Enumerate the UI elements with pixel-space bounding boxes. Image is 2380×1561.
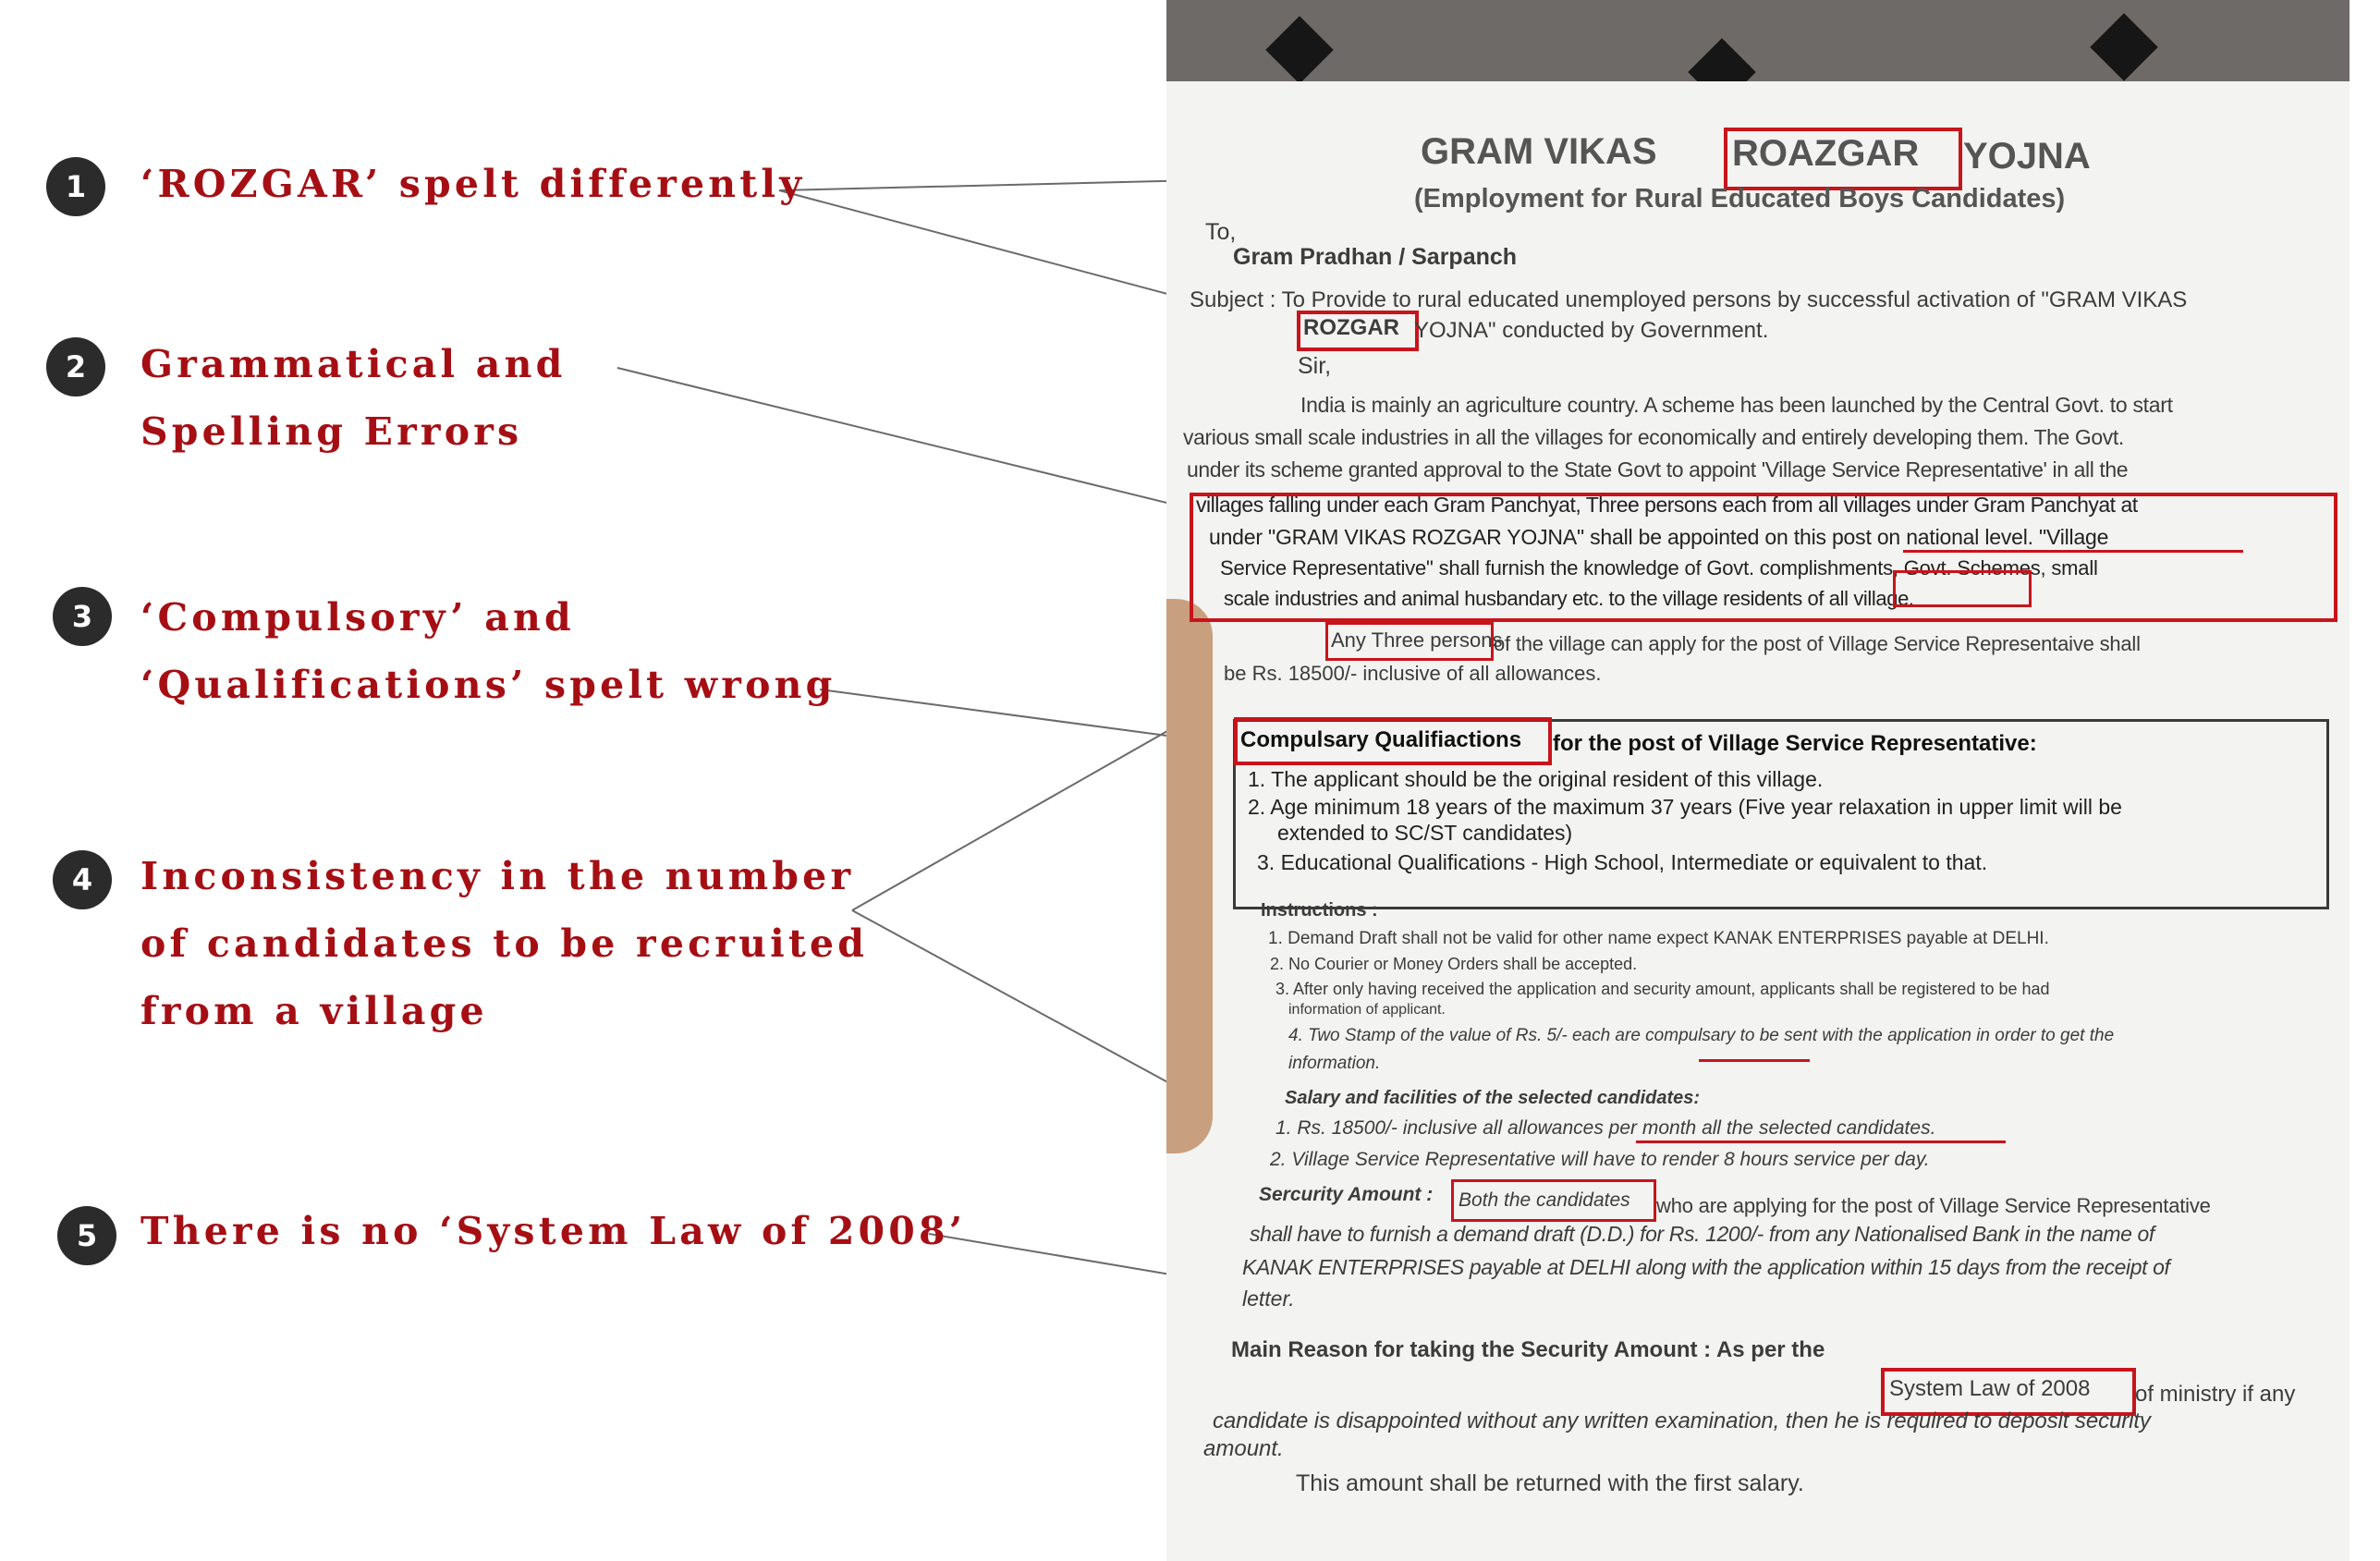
thumb (1166, 599, 1213, 1153)
doc-reason-line-1: candidate is disappointed without any written examination, then he is required to deposit security (1213, 1409, 2151, 1433)
annotation-3-line-1: ‘Compulsory’ and (140, 595, 575, 640)
doc-instruction-3: 3. After only having received the application and security amount, applicants shall be registered to be had (1275, 980, 2050, 998)
annotation-3 (140, 584, 836, 719)
doc-salary-line: be Rs. 18500/- inclusive of all allowances. (1224, 662, 1602, 685)
annotation-4-line-1: Inconsistency in the number (140, 854, 855, 898)
highlight-box-any-three (1325, 622, 1494, 661)
highlight-box-qualifications (1234, 717, 1552, 765)
doc-qual-item-1: 1. The applicant should be the original resident of this village. (1248, 767, 1824, 791)
doc-qual-item-4: 3. Educational Qualifications - High School, Intermediate or equivalent to that. (1257, 850, 1988, 874)
doc-security-line-2: KANAK ENTERPRISES payable at DELHI along with the application within 15 days from the receipt of (1242, 1255, 2170, 1279)
underline-national-level (1903, 550, 2243, 553)
doc-para-line-4: villages falling under each Gram Panchyat, Three persons each from all villages under Gram Panchyat at (1196, 493, 2138, 517)
doc-subject-line-1: Subject : To Provide to rural educated unemployed persons by successful activation of "GRAM VIKAS (1190, 287, 2188, 312)
doc-instruction-2: 2. No Courier or Money Orders shall be accepted. (1270, 955, 1638, 973)
doc-para-line-6: Service Representative" shall furnish the knowledge of Govt. complishments, Govt. Schemes, small (1220, 556, 2098, 579)
doc-title-post: YOJNA (1963, 136, 2091, 177)
fabric-pattern-1 (1265, 16, 1334, 84)
annotation-2 (140, 331, 566, 466)
highlight-box-paragraph (1190, 493, 2337, 622)
doc-salary-item-1: 1. Rs. 18500/- inclusive all allowances per month all the selected candidates. (1275, 1117, 1936, 1139)
doc-instruction-1: 1. Demand Draft shall not be valid for other name expect KANAK ENTERPRISES payable at DELHI. (1268, 929, 2049, 948)
doc-security-label: Sercurity Amount : (1259, 1184, 1434, 1205)
annotation-3-line-2: ‘Qualifications’ spelt wrong (140, 663, 836, 707)
doc-para-line-1: India is mainly an agriculture country. A scheme has been launched by the Central Govt. to start (1300, 393, 2173, 417)
doc-qual-item-2: 2. Age minimum 18 years of the maximum 37 years (Five year relaxation in upper limit will be (1248, 795, 2122, 819)
annotation-1-line-1: ‘ROZGAR’ spelt differently (140, 162, 806, 206)
badge-1: 1 (46, 157, 105, 216)
doc-title-pre: GRAM VIKAS (1421, 131, 1657, 172)
annotation-4 (140, 843, 868, 1045)
notice-paper (1166, 81, 2349, 1561)
annotation-2-line-2: Spelling Errors (140, 409, 523, 454)
doc-salary-heading: Salary and facilities of the selected candidates: (1285, 1088, 1701, 1108)
doc-para-line-3: under its scheme granted approval to the State Govt to appoint 'Village Service Representative' in all the (1187, 457, 2129, 482)
fabric-pattern-3 (2090, 13, 2158, 81)
doc-security-rest: who are applying for the post of Village Service Representative (1656, 1194, 2211, 1217)
doc-instruction-4: information of applicant. (1288, 1002, 1446, 1018)
badge-3: 3 (53, 587, 112, 646)
doc-any-three-rest: of the village can apply for the post of Village Service Representaive shall (1494, 632, 2141, 655)
doc-qual-rest: for the post of Village Service Representative: (1553, 731, 2037, 756)
doc-reason-label: Main Reason for taking the Security Amount : As per the (1231, 1337, 1825, 1362)
doc-instruction-6: information. (1288, 1054, 1381, 1073)
doc-security-line-3: letter. (1242, 1287, 1295, 1311)
doc-instruction-5: 4. Two Stamp of the value of Rs. 5/- each are compulsary to be sent with the application in order to get the (1288, 1026, 2115, 1045)
doc-security-line-1: shall have to furnish a demand draft (D.D.) for Rs. 1200/- from any Nationalised Bank in the name of (1250, 1222, 2154, 1246)
annotation-4-line-2: of candidates to be recruited (140, 921, 869, 966)
annotation-5 (140, 1198, 966, 1265)
annotation-4-line-3: from a village (140, 989, 488, 1033)
doc-para-line-2: various small scale industries in all the villages for economically and entirely developing them. The Govt. (1183, 425, 2124, 449)
doc-reason-boxed: System Law of 2008 (1889, 1376, 2091, 1401)
doc-para-line-5: under "GRAM VIKAS ROZGAR YOJNA" shall be appointed on this post on national level. "Village (1209, 525, 2109, 549)
doc-addressee: Gram Pradhan / Sarpanch (1233, 244, 1518, 270)
background-fabric (1166, 0, 2349, 88)
doc-subtitle: (Employment for Rural Educated Boys Candidates) (1414, 184, 2066, 213)
annotation-panel (0, 0, 1166, 1561)
doc-title-boxed: ROAZGAR (1732, 133, 1920, 174)
doc-to: To, (1205, 219, 1237, 245)
doc-reason-line-2: amount. (1203, 1436, 1284, 1461)
document-photo (1166, 0, 2349, 1561)
doc-closing: This amount shall be returned with the first salary. (1296, 1470, 1804, 1496)
annotation-2-line-1: Grammatical and (140, 342, 567, 386)
doc-salutation: Sir, (1298, 353, 1332, 379)
underline-compulsary (1699, 1059, 1810, 1062)
doc-security-boxed: Both the candidates (1459, 1189, 1630, 1211)
doc-subject-line-2: YOJNA" conducted by Government. (1414, 318, 1769, 343)
doc-reason-rest: of ministry if any (2135, 1382, 2296, 1407)
doc-subject-boxed: ROZGAR (1303, 315, 1399, 340)
highlight-box-complishments (1893, 570, 2032, 607)
highlight-box-both-candidates (1451, 1179, 1656, 1222)
doc-salary-item-2: 2. Village Service Representative will have to render 8 hours service per day. (1270, 1149, 1930, 1170)
badge-5: 5 (57, 1206, 116, 1265)
highlight-box-roazgar (1724, 128, 1962, 190)
annotation-5-line-1: There is no ‘System Law of 2008’ (140, 1209, 967, 1253)
badge-2: 2 (46, 337, 105, 396)
badge-4: 4 (53, 850, 112, 909)
doc-qual-item-3: extended to SC/ST candidates) (1277, 821, 1573, 845)
annotation-1 (140, 151, 805, 218)
underline-per-month (1636, 1140, 2006, 1143)
highlight-box-rozgar (1297, 311, 1419, 351)
doc-para-line-7: scale industries and animal husbandary etc. to the village residents of all village. (1224, 587, 1914, 610)
doc-instructions-heading: Instructions : (1261, 900, 1378, 921)
doc-qual-boxed: Compulsary Qualifiactions (1240, 727, 1522, 752)
doc-any-three-boxed: Any Three persons (1331, 628, 1503, 652)
